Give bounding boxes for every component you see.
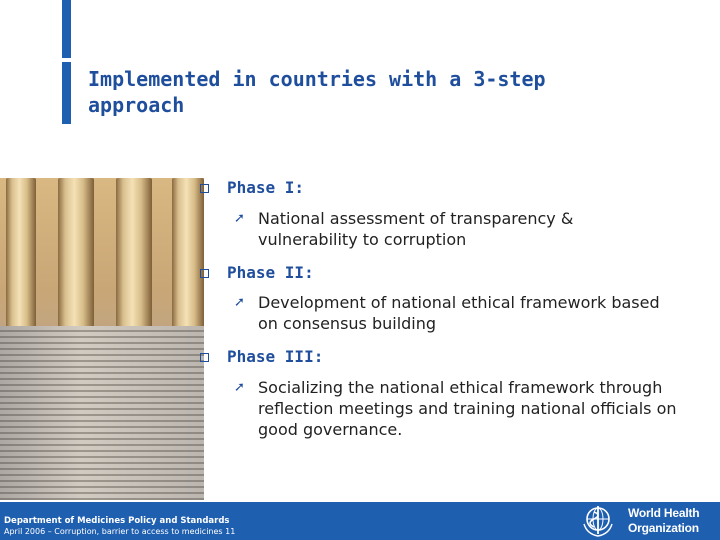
footer-department: Department of Medicines Policy and Standards xyxy=(4,516,230,526)
phase-1-label: Phase I: xyxy=(227,178,305,197)
phase-1-item-text: National assessment of transparency & vulnerability to corruption xyxy=(258,209,574,249)
column-pillar xyxy=(58,178,94,338)
phase-2-item-text: Development of national ethical framework based on consensus building xyxy=(258,293,660,333)
phase-3-item-text: Socializing the national ethical framework through reflection meetings and training national officials on good governance. xyxy=(258,378,677,439)
accent-bar-top xyxy=(62,0,71,58)
accent-bar-bottom xyxy=(62,62,71,124)
phase-3-label: Phase III: xyxy=(227,347,324,366)
arrow-bullet-icon: ➚ xyxy=(234,211,245,226)
hollow-square-icon xyxy=(200,353,209,362)
who-emblem-icon xyxy=(580,504,616,538)
column-pillar xyxy=(172,178,204,338)
hollow-square-icon xyxy=(200,269,209,278)
columns-photo xyxy=(0,178,204,500)
hollow-square-icon xyxy=(200,184,209,193)
arrow-bullet-icon: ➚ xyxy=(234,295,245,310)
who-wordmark-line2: Organization xyxy=(628,521,699,535)
who-wordmark xyxy=(628,506,699,536)
footer-caption: April 2006 – Corruption, barrier to access to medicines 11 xyxy=(4,527,236,536)
column-pillar xyxy=(6,178,36,338)
steps-shadow xyxy=(0,326,204,500)
slide-title: Implemented in countries with a 3-step approach xyxy=(88,67,546,117)
who-wordmark-line1: World Health xyxy=(628,506,700,520)
phase-2-label: Phase II: xyxy=(227,263,314,282)
arrow-bullet-icon: ➚ xyxy=(234,380,245,395)
column-pillar xyxy=(116,178,152,338)
